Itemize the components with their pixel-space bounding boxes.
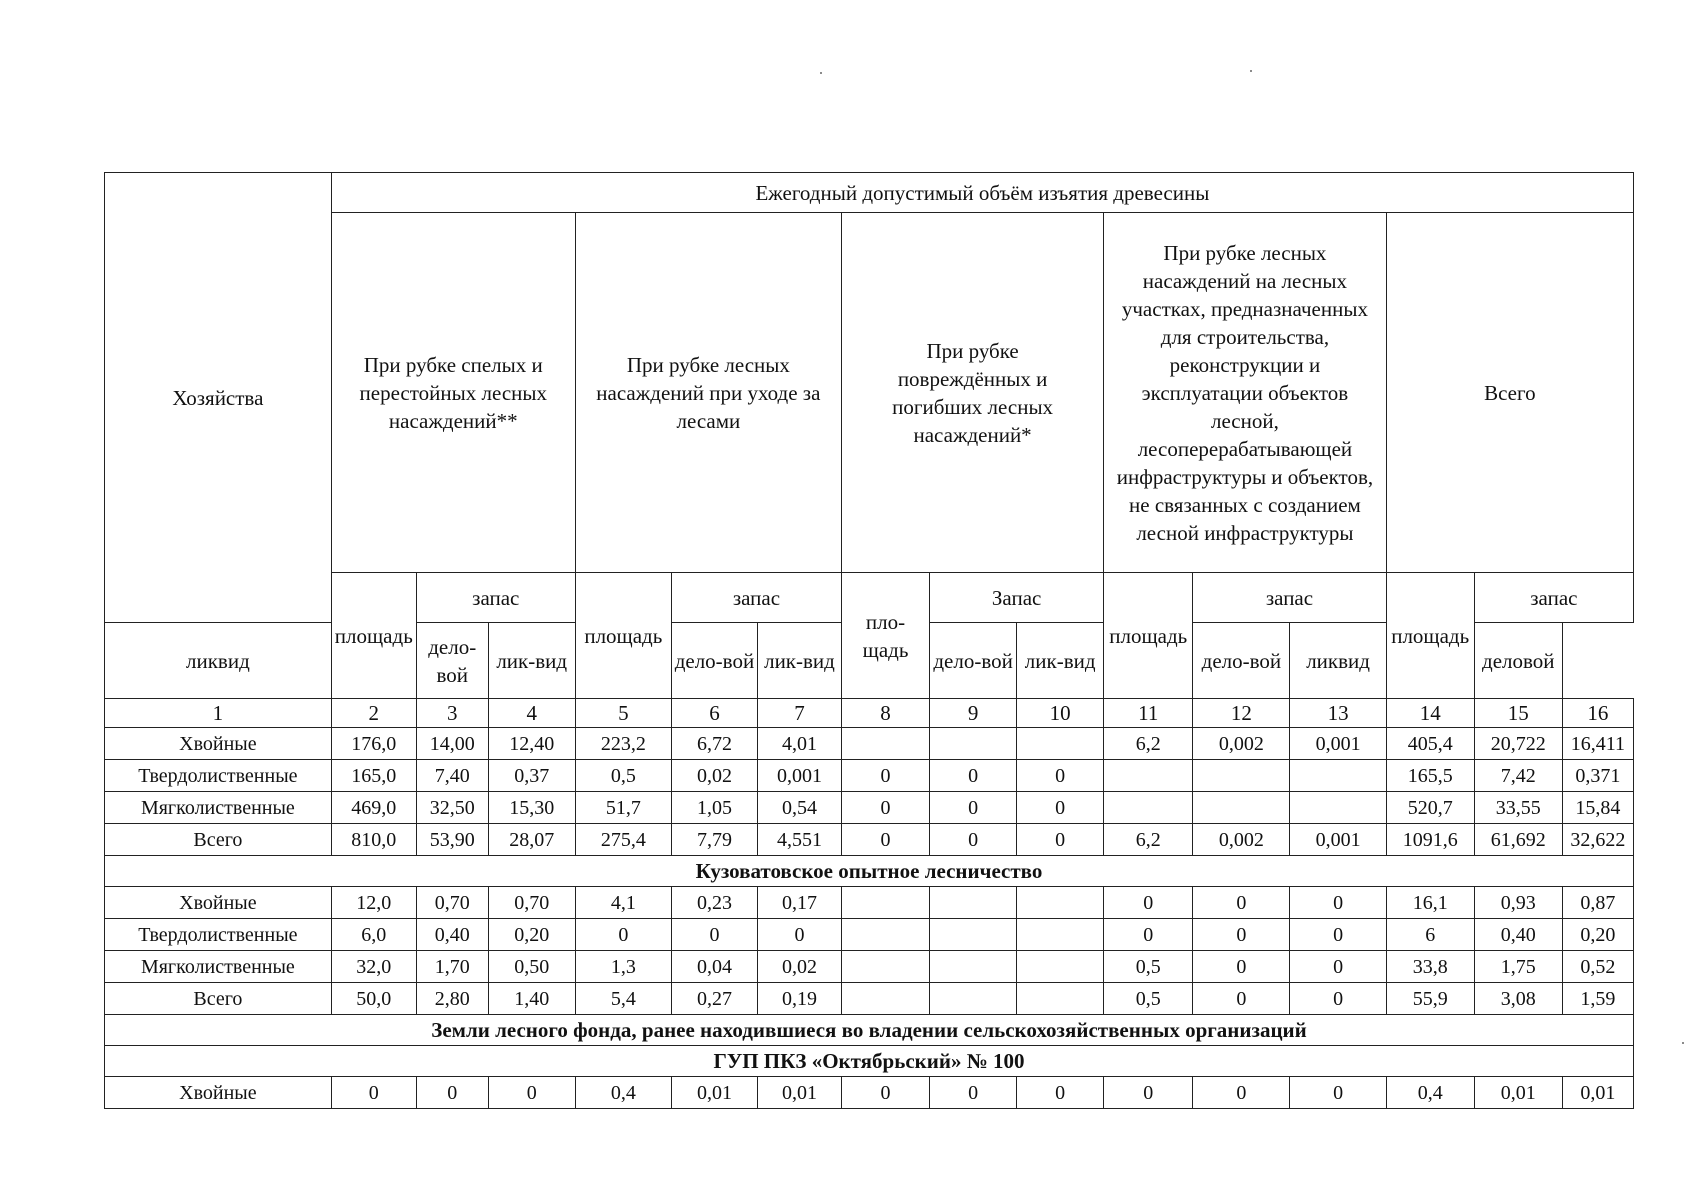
column-number: 16 bbox=[1562, 699, 1633, 728]
table-cell bbox=[930, 919, 1017, 951]
table-row bbox=[105, 760, 1634, 792]
table-cell bbox=[1104, 760, 1193, 792]
table-cell: 0,70 bbox=[488, 887, 575, 919]
table-cell: 0 bbox=[1193, 919, 1290, 951]
table-cell bbox=[1104, 792, 1193, 824]
row-header-label: Хозяйства bbox=[172, 385, 264, 410]
stock-header: Запас bbox=[930, 573, 1104, 623]
row-label: Хвойные bbox=[105, 887, 332, 919]
table-cell: 32,622 bbox=[1562, 824, 1633, 856]
table-cell bbox=[1193, 792, 1290, 824]
table-cell: 7,79 bbox=[671, 824, 757, 856]
table-cell: 0 bbox=[1193, 887, 1290, 919]
column-number: 14 bbox=[1386, 699, 1474, 728]
area-header: площадь bbox=[1104, 573, 1193, 699]
table-cell: 6,0 bbox=[331, 919, 416, 951]
table-cell: 2,80 bbox=[416, 983, 488, 1015]
table-cell: 1,59 bbox=[1562, 983, 1633, 1015]
table-title: Ежегодный допустимый объём изъятия древесины bbox=[331, 173, 1633, 213]
table-row bbox=[105, 824, 1634, 856]
group-header-total: Всего bbox=[1386, 213, 1633, 573]
table-cell: 0 bbox=[842, 824, 930, 856]
table-cell: 0 bbox=[1104, 919, 1193, 951]
table-cell: 469,0 bbox=[331, 792, 416, 824]
table-cell: 0,04 bbox=[671, 951, 757, 983]
column-number: 4 bbox=[488, 699, 575, 728]
table-cell: 176,0 bbox=[331, 728, 416, 760]
table-cell: 0,02 bbox=[671, 760, 757, 792]
table-cell: 53,90 bbox=[416, 824, 488, 856]
table-cell: 0 bbox=[488, 1077, 575, 1109]
table-cell: 1,05 bbox=[671, 792, 757, 824]
table-cell: 0,5 bbox=[1104, 983, 1193, 1015]
table-cell: 0 bbox=[842, 1077, 930, 1109]
table-cell: 165,5 bbox=[1386, 760, 1474, 792]
area-header: площадь bbox=[1386, 573, 1474, 699]
liquid-header: лик-вид bbox=[1017, 623, 1104, 699]
column-number: 12 bbox=[1193, 699, 1290, 728]
table-cell: 12,40 bbox=[488, 728, 575, 760]
table-row bbox=[105, 983, 1634, 1015]
table-cell: 275,4 bbox=[575, 824, 671, 856]
table-cell: 0,54 bbox=[757, 792, 841, 824]
table-cell: 0,23 bbox=[671, 887, 757, 919]
table-cell: 0,5 bbox=[575, 760, 671, 792]
column-numbers-row bbox=[105, 699, 1634, 728]
table-cell bbox=[1193, 760, 1290, 792]
table-cell: 1,40 bbox=[488, 983, 575, 1015]
table-cell: 15,30 bbox=[488, 792, 575, 824]
table-cell bbox=[842, 951, 930, 983]
table-cell: 0 bbox=[1017, 792, 1104, 824]
table-cell: 51,7 bbox=[575, 792, 671, 824]
table-cell: 0 bbox=[1104, 1077, 1193, 1109]
table-cell: 0,93 bbox=[1474, 887, 1562, 919]
table-row bbox=[105, 887, 1634, 919]
table-cell: 0,27 bbox=[671, 983, 757, 1015]
stock-header: запас bbox=[416, 573, 575, 623]
table-cell: 405,4 bbox=[1386, 728, 1474, 760]
table-cell: 6 bbox=[1386, 919, 1474, 951]
liquid-header: лик-вид bbox=[488, 623, 575, 699]
table-cell bbox=[842, 919, 930, 951]
table-cell: 1,75 bbox=[1474, 951, 1562, 983]
commercial-header: дело-вой bbox=[930, 623, 1017, 699]
table-cell bbox=[1290, 792, 1386, 824]
table-cell bbox=[842, 728, 930, 760]
stock-header: запас bbox=[671, 573, 841, 623]
table-cell: 0 bbox=[930, 824, 1017, 856]
table-cell: 0 bbox=[1290, 983, 1386, 1015]
table-cell bbox=[930, 728, 1017, 760]
table-cell: 0 bbox=[1290, 887, 1386, 919]
table-cell: 0,01 bbox=[757, 1077, 841, 1109]
table-cell: 0,4 bbox=[1386, 1077, 1474, 1109]
column-number: 5 bbox=[575, 699, 671, 728]
allowable-cut-table bbox=[104, 172, 1634, 1109]
table-cell: 0 bbox=[842, 792, 930, 824]
table-cell: 0,002 bbox=[1193, 728, 1290, 760]
table-cell: 0,87 bbox=[1562, 887, 1633, 919]
area-header: площадь bbox=[331, 573, 416, 699]
table-cell: 0 bbox=[1290, 951, 1386, 983]
column-number: 9 bbox=[930, 699, 1017, 728]
table-cell: 0,02 bbox=[757, 951, 841, 983]
group-header-damaged: При рубке повреждённых и погибших лесных насаждений* bbox=[842, 213, 1104, 573]
table-cell bbox=[842, 983, 930, 1015]
table-body bbox=[105, 173, 1634, 1109]
table-cell: 4,1 bbox=[575, 887, 671, 919]
table-cell: 33,55 bbox=[1474, 792, 1562, 824]
table-cell: 0,01 bbox=[1562, 1077, 1633, 1109]
table-cell: 0 bbox=[842, 760, 930, 792]
table-cell: 50,0 bbox=[331, 983, 416, 1015]
table-cell: 61,692 bbox=[1474, 824, 1562, 856]
table-cell: 0,19 bbox=[757, 983, 841, 1015]
table-cell: 6,2 bbox=[1104, 728, 1193, 760]
row-label: Хвойные bbox=[105, 1077, 332, 1109]
area-header: площадь bbox=[575, 573, 671, 699]
row-label: Твердолиственные bbox=[105, 760, 332, 792]
table-cell: 1091,6 bbox=[1386, 824, 1474, 856]
table-cell: 6,72 bbox=[671, 728, 757, 760]
table-cell: 0,01 bbox=[1474, 1077, 1562, 1109]
column-number: 11 bbox=[1104, 699, 1193, 728]
row-label: Мягколиственные bbox=[105, 951, 332, 983]
row-label: Хвойные bbox=[105, 728, 332, 760]
row-label: Всего bbox=[105, 983, 332, 1015]
table-cell: 33,8 bbox=[1386, 951, 1474, 983]
table-cell: 0 bbox=[416, 1077, 488, 1109]
table-cell: 0,40 bbox=[1474, 919, 1562, 951]
table-cell: 0 bbox=[1017, 824, 1104, 856]
commercial-header: деловой bbox=[1474, 623, 1562, 699]
table-cell bbox=[930, 983, 1017, 1015]
table-cell: 0,37 bbox=[488, 760, 575, 792]
group-header-mature: При рубке спелых и перестойных лесных насаждений** bbox=[331, 213, 575, 573]
table-cell: 0,20 bbox=[1562, 919, 1633, 951]
table-cell: 0,371 bbox=[1562, 760, 1633, 792]
group-header-construction: При рубке лесных насаждений на лесных участках, предназначенных для строительства, реконструкции и эксплуатации объектов лесной, лесоперерабатывающей инфраструктуры и объектов, не связанных с созданием лесной инфраструктуры bbox=[1104, 213, 1386, 573]
table-cell bbox=[842, 887, 930, 919]
table-row bbox=[105, 951, 1634, 983]
table-cell: 0,001 bbox=[1290, 824, 1386, 856]
table-cell: 1,3 bbox=[575, 951, 671, 983]
table-cell: 4,551 bbox=[757, 824, 841, 856]
table-row bbox=[105, 1077, 1634, 1109]
commercial-header: дело-вой bbox=[416, 623, 488, 699]
column-number: 7 bbox=[757, 699, 841, 728]
table-cell: 0,4 bbox=[575, 1077, 671, 1109]
stock-header: запас bbox=[1474, 573, 1633, 623]
table-cell: 0 bbox=[1104, 887, 1193, 919]
table-cell: 0,50 bbox=[488, 951, 575, 983]
table-cell: 0 bbox=[1193, 951, 1290, 983]
table-cell: 32,0 bbox=[331, 951, 416, 983]
section-title-oktyabrsky: ГУП ПКЗ «Октябрьский» № 100 bbox=[105, 1046, 1634, 1077]
table-cell: 0,52 bbox=[1562, 951, 1633, 983]
column-number: 2 bbox=[331, 699, 416, 728]
area-header: пло-щадь bbox=[842, 573, 930, 699]
table-cell bbox=[1017, 919, 1104, 951]
liquid-header: лик-вид bbox=[757, 623, 841, 699]
table-cell bbox=[930, 951, 1017, 983]
table-cell bbox=[1017, 728, 1104, 760]
table-cell: 0 bbox=[1290, 1077, 1386, 1109]
table-cell: 4,01 bbox=[757, 728, 841, 760]
table-cell: 1,70 bbox=[416, 951, 488, 983]
table-cell: 32,50 bbox=[416, 792, 488, 824]
table-cell: 0 bbox=[930, 792, 1017, 824]
table-cell: 0 bbox=[757, 919, 841, 951]
table-cell: 0 bbox=[1017, 760, 1104, 792]
table-cell: 28,07 bbox=[488, 824, 575, 856]
table-cell: 6,2 bbox=[1104, 824, 1193, 856]
table-cell bbox=[1017, 887, 1104, 919]
stock-header: запас bbox=[1193, 573, 1386, 623]
table-cell: 5,4 bbox=[575, 983, 671, 1015]
table-cell: 0,70 bbox=[416, 887, 488, 919]
column-number: 6 bbox=[671, 699, 757, 728]
column-number: 10 bbox=[1017, 699, 1104, 728]
table-cell: 0 bbox=[671, 919, 757, 951]
table-cell: 7,42 bbox=[1474, 760, 1562, 792]
scan-speck bbox=[820, 72, 822, 74]
table-cell: 0 bbox=[930, 1077, 1017, 1109]
table-cell: 0,17 bbox=[757, 887, 841, 919]
section-row bbox=[105, 1015, 1634, 1046]
table-cell: 0 bbox=[1017, 1077, 1104, 1109]
row-header-cell bbox=[105, 173, 332, 623]
commercial-header: дело-вой bbox=[671, 623, 757, 699]
table-cell: 0 bbox=[1193, 983, 1290, 1015]
table-row bbox=[105, 728, 1634, 760]
column-number: 13 bbox=[1290, 699, 1386, 728]
section-row bbox=[105, 856, 1634, 887]
table-cell: 14,00 bbox=[416, 728, 488, 760]
liquid-header: ликвид bbox=[105, 623, 332, 699]
table-cell: 810,0 bbox=[331, 824, 416, 856]
table-cell: 0 bbox=[331, 1077, 416, 1109]
table-cell bbox=[1290, 760, 1386, 792]
table-cell: 7,40 bbox=[416, 760, 488, 792]
row-label: Мягколиственные bbox=[105, 792, 332, 824]
column-number: 3 bbox=[416, 699, 488, 728]
table-cell: 0,5 bbox=[1104, 951, 1193, 983]
table-cell: 0 bbox=[1290, 919, 1386, 951]
table-cell: 20,722 bbox=[1474, 728, 1562, 760]
table-cell: 16,1 bbox=[1386, 887, 1474, 919]
table-cell: 0,20 bbox=[488, 919, 575, 951]
column-number: 1 bbox=[105, 699, 332, 728]
row-label: Твердолиственные bbox=[105, 919, 332, 951]
table-row bbox=[105, 919, 1634, 951]
table-cell: 15,84 bbox=[1562, 792, 1633, 824]
scan-speck bbox=[1250, 70, 1252, 72]
table-cell: 0,01 bbox=[671, 1077, 757, 1109]
column-number: 8 bbox=[842, 699, 930, 728]
row-label: Всего bbox=[105, 824, 332, 856]
table-cell: 12,0 bbox=[331, 887, 416, 919]
table-cell: 3,08 bbox=[1474, 983, 1562, 1015]
table-cell bbox=[1017, 983, 1104, 1015]
table-cell: 0 bbox=[1193, 1077, 1290, 1109]
table-cell: 0,40 bbox=[416, 919, 488, 951]
scan-speck bbox=[1682, 1042, 1684, 1044]
table-cell: 223,2 bbox=[575, 728, 671, 760]
table-cell: 520,7 bbox=[1386, 792, 1474, 824]
section-title-kuzovatovo: Кузоватовское опытное лесничество bbox=[105, 856, 1634, 887]
table-cell bbox=[1017, 951, 1104, 983]
table-cell: 165,0 bbox=[331, 760, 416, 792]
table-cell: 0,002 bbox=[1193, 824, 1290, 856]
table-cell: 0 bbox=[930, 760, 1017, 792]
table-cell: 0 bbox=[575, 919, 671, 951]
table-cell: 0,001 bbox=[757, 760, 841, 792]
liquid-header: ликвид bbox=[1290, 623, 1386, 699]
column-number: 15 bbox=[1474, 699, 1562, 728]
table-cell: 16,411 bbox=[1562, 728, 1633, 760]
table-cell: 55,9 bbox=[1386, 983, 1474, 1015]
section-title-former-agricultural-lands: Земли лесного фонда, ранее находившиеся во владении сельскохозяйственных организаций bbox=[105, 1015, 1634, 1046]
group-header-tending: При рубке лесных насаждений при уходе за лесами bbox=[575, 213, 841, 573]
table-row bbox=[105, 792, 1634, 824]
commercial-header: дело-вой bbox=[1193, 623, 1290, 699]
table-cell bbox=[930, 887, 1017, 919]
table-cell: 0,001 bbox=[1290, 728, 1386, 760]
section-row bbox=[105, 1046, 1634, 1077]
